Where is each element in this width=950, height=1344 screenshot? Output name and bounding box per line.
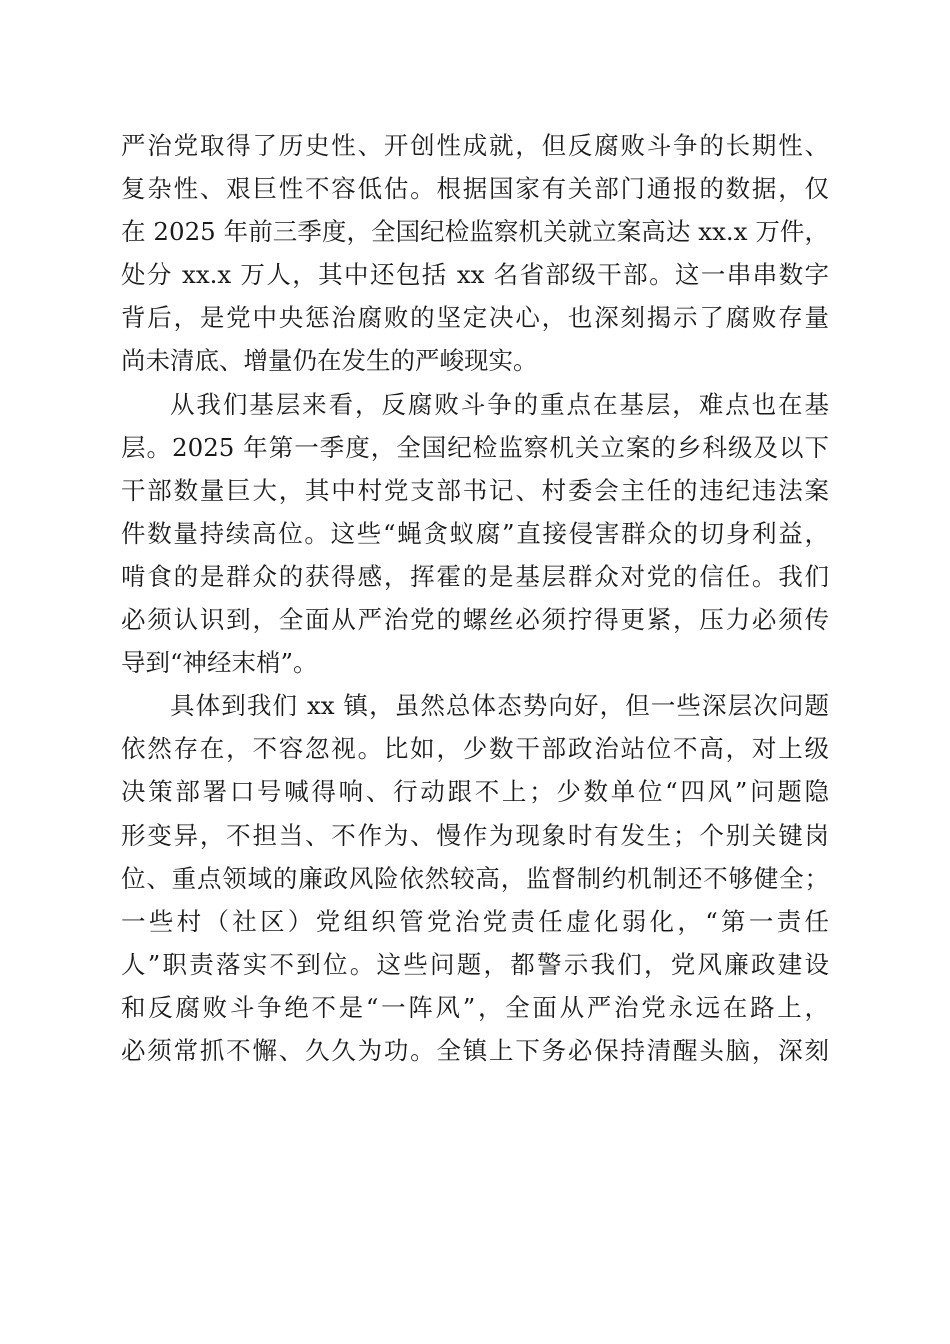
text-line: 形变异，不担当、不作为、慢作为现象时有发生；个别关键岗 (121, 820, 829, 850)
text-line: 尚未清底、增量仍在发生的严峻现实。 (121, 346, 538, 376)
text-line: 层。2025 年第一季度，全国纪检监察机关立案的乡科级及以下 (121, 432, 829, 462)
text-line: 导到“神经末梢”。 (121, 648, 318, 678)
text-line: 人”职责落实不到位。这些问题，都警示我们，党风廉政建设 (121, 949, 829, 979)
body-text (121, 124, 829, 1072)
text-line: 从我们基层来看，反腐败斗争的重点在基层，难点也在基 (170, 389, 829, 419)
text-line: 复杂性、艰巨性不容低估。根据国家有关部门通报的数据，仅 (121, 174, 829, 204)
text-line: 在 2025 年前三季度，全国纪检监察机关就立案高达 xx.x 万件， (121, 217, 829, 247)
text-line: 具体到我们 xx 镇，虽然总体态势向好，但一些深层次问题 (170, 691, 829, 721)
text-line: 必须认识到，全面从严治党的螺丝必须拧得更紧，压力必须传 (121, 605, 829, 635)
text-line: 严治党取得了历史性、开创性成就，但反腐败斗争的长期性、 (121, 131, 829, 160)
text-line: 处分 xx.x 万人，其中还包括 xx 名省部级干部。这一串串数字 (121, 260, 829, 290)
text-line: 干部数量巨大，其中村党支部书记、村委会主任的违纪违法案 (121, 475, 829, 505)
text-line: 和反腐败斗争绝不是“一阵风”，全面从严治党永远在路上， (121, 992, 829, 1022)
text-line: 依然存在，不容忽视。比如，少数干部政治站位不高，对上级 (121, 734, 829, 764)
text-line: 一些村（社区）党组织管党治党责任虚化弱化，“第一责任 (121, 906, 829, 936)
text-line: 必须常抓不懈、久久为功。全镇上下务必保持清醒头脑，深刻 (121, 1035, 829, 1065)
text-line: 啃食的是群众的获得感，挥霍的是基层群众对党的信任。我们 (121, 561, 829, 591)
text-line: 背后，是党中央惩治腐败的坚定决心，也深刻揭示了腐败存量 (121, 303, 829, 333)
text-line: 件数量持续高位。这些“蝇贪蚁腐”直接侵害群众的切身利益， (121, 518, 829, 548)
text-line: 位、重点领域的廉政风险依然较高，监督制约机制还不够健全； (121, 863, 829, 893)
text-line: 决策部署口号喊得响、行动跟不上；少数单位“四风”问题隐 (121, 777, 829, 807)
